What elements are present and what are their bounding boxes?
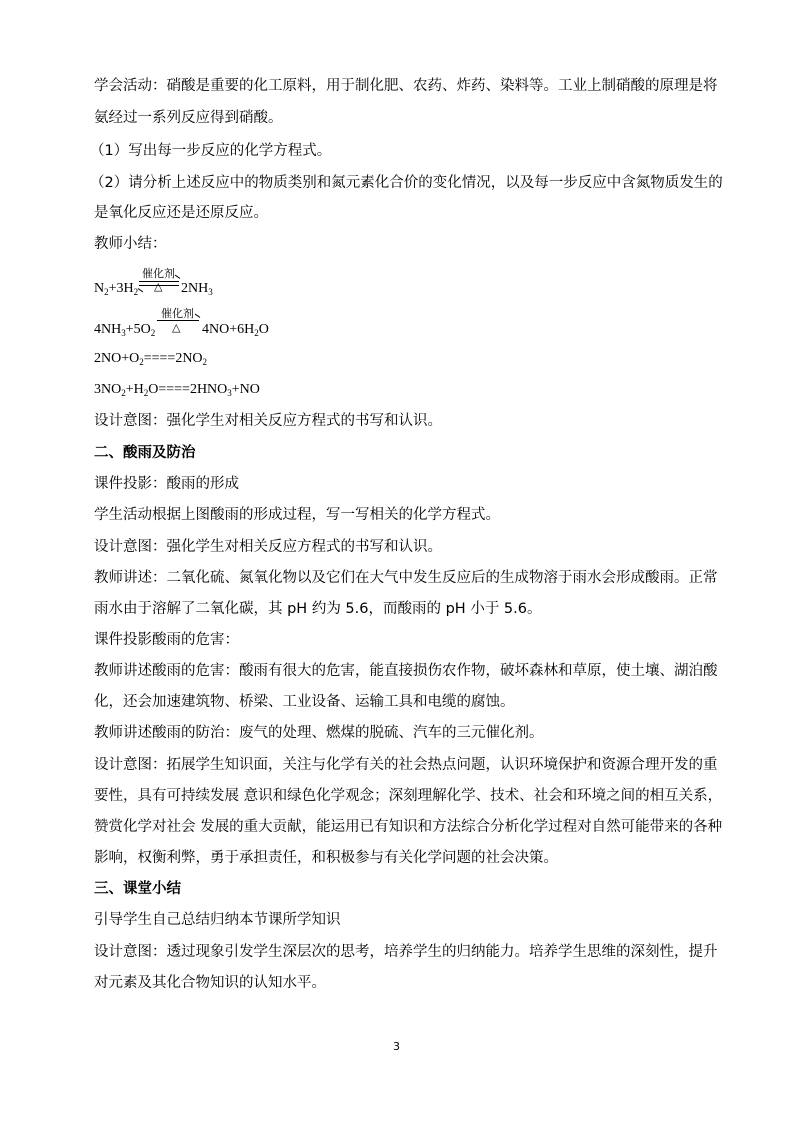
eq2-heat-symbol: △	[172, 321, 181, 334]
design-intent-3-line-1: 设计意图：拓展学生知识面，关注与化学有关的社会热点问题，认识环境保护和资源合理开发的重	[94, 757, 718, 773]
equation-2	[94, 320, 155, 340]
eq1-left: N	[94, 281, 105, 296]
equation-2-product	[202, 320, 269, 340]
eq2-o-subscript: 2	[150, 328, 156, 338]
activity-line-2: 氨经过一系列反应得到硝酸。	[94, 110, 283, 126]
question-2-line-1: （2）请分析上述反应中的物质类别和氮元素化合价的变化情况，以及每一步反应中含氮物质发生的	[90, 175, 723, 191]
eq1-catalyst-label: 催化剂	[142, 267, 175, 280]
guide-line: 引导学生自己总结归纳本节课所学知识	[94, 912, 341, 928]
eq1-right: 2NH	[181, 281, 209, 296]
eq1-plus: +3H	[108, 281, 134, 296]
design-intent-2: 设计意图：强化学生对相关反应方程式的书写和认识。	[94, 539, 442, 555]
eq2-nh-subscript: 3	[121, 328, 126, 338]
section-heading-2: 二、酸雨及防治	[94, 445, 196, 461]
eq4-part-b: +H	[125, 382, 144, 397]
design-intent-1: 设计意图：强化学生对相关反应方程式的书写和认识。	[94, 413, 442, 429]
question-2-line-2: 是氧化反应还是还原反应。	[94, 205, 268, 221]
design-intent-3-line-2: 要性，具有可持续发展 意识和绿色化学观念；深刻理解化学、技术、社会和环境之间的相互关系，	[94, 788, 723, 804]
section-heading-3: 三、课堂小结	[94, 881, 181, 897]
question-1: （1）写出每一步反应的化学方程式。	[90, 143, 332, 159]
eq3-subscript-a: 2	[139, 357, 144, 367]
harm-line-2: 化，还会加速建筑物、桥梁、工业设备、运输工具和电缆的腐蚀。	[94, 694, 515, 710]
design-intent-4-line-1: 设计意图：透过现象引发学生深层次的思考，培养学生的归纳能力。培养学生思维的深刻性，提升	[94, 944, 718, 960]
eq1-h-subscript: 2	[133, 287, 139, 297]
eq2-catalyst-label: 催化剂	[161, 307, 194, 320]
eq3-subscript-b: 2	[202, 357, 208, 367]
page-number: 3	[393, 1040, 400, 1053]
student-activity: 学生活动根据上图酸雨的形成过程，写一写相关的化学方程式。	[94, 507, 500, 523]
eq2-left: 4NH	[94, 322, 122, 337]
eq2-right-end: O	[258, 322, 269, 337]
equation-3	[94, 349, 207, 369]
eq4-subscript-c: 3	[227, 388, 232, 398]
eq2-right: 4NO+6H	[202, 322, 255, 337]
eq4-subscript-b: 2	[143, 388, 149, 398]
equation-4	[94, 380, 260, 400]
eq2-h-subscript: 2	[254, 328, 259, 338]
equation-1-product	[181, 279, 213, 299]
eq3-part-b: ====2NO	[143, 351, 203, 366]
teacher-summary-label: 教师小结：	[94, 236, 167, 252]
design-intent-4-line-2: 对元素及其化合物知识的认知水平。	[94, 975, 326, 991]
eq4-subscript-a: 2	[121, 388, 126, 398]
projection-2: 课件投影酸雨的危害：	[94, 632, 239, 648]
harm-line-1: 教师讲述酸雨的危害：酸雨有很大的危害，能直接损伤农作物，破坏森林和草原，使土壤、湖泊酸	[94, 663, 718, 679]
design-intent-3-line-3: 赞赏化学对社会 发展的重大贡献，能运用已有知识和方法综合分析化学过程对自然可能带来的各种	[94, 819, 723, 835]
eq3-part-a: 2NO+O	[94, 351, 140, 366]
eq4-part-a: 3NO	[94, 382, 122, 397]
eq4-part-d: +NO	[231, 382, 260, 397]
lecture-1-line-1: 教师讲述：二氧化硫、氮氧化物以及它们在大气中发生反应后的生成物溶于雨水会形成酸雨。正常	[94, 570, 718, 586]
lecture-1-line-2: 雨水由于溶解了二氧化碳，其 pH 约为 5.6，而酸雨的 pH 小于 5.6。	[94, 601, 542, 617]
activity-line-1: 学会活动：硝酸是重要的化工原料，用于制化肥、农药、炸药、染料等。工业上制硝酸的原理是将	[94, 78, 718, 94]
eq1-heat-symbol: △	[154, 280, 163, 293]
eq2-plus: +5O	[125, 322, 151, 337]
eq4-part-c: O====2HNO	[148, 382, 228, 397]
projection-1: 课件投影：酸雨的形成	[94, 476, 239, 492]
equation-1	[94, 279, 138, 299]
eq1-n-subscript: 2	[104, 287, 109, 297]
eq1-nh-subscript: 3	[208, 287, 213, 297]
design-intent-3-line-4: 影响，权衡利弊，勇于承担责任，和积极参与有关化学问题的社会决策。	[94, 850, 558, 866]
prevention: 教师讲述酸雨的防治：废气的处理、燃煤的脱硫、汽车的三元催化剂。	[94, 725, 544, 741]
